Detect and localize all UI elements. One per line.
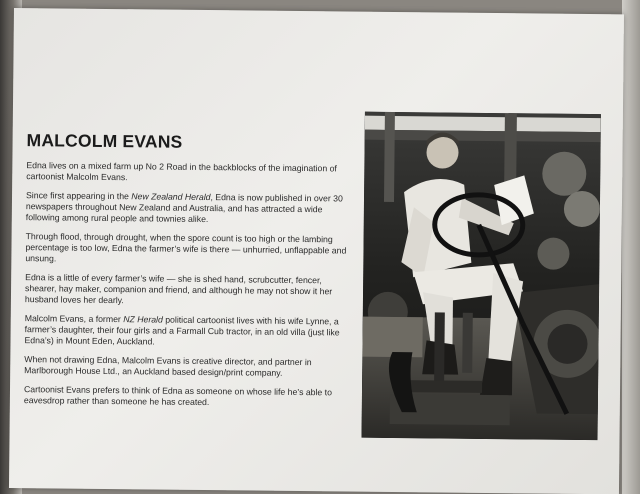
page-edge — [622, 0, 640, 494]
book-page — [9, 8, 624, 494]
article-title: MALCOLM EVANS — [26, 130, 183, 152]
author-photo — [362, 112, 601, 440]
paragraph: When not drawing Edna, Malcolm Evans is creative director, and partner in Marlborough House Ltd., an Auckland based design/print company. — [24, 354, 312, 378]
paragraph: Through flood, through drought, when the spore count is too high or the lambing percentage is too low, Edna the farmer’s wife is there — unhurried, unflappable and unsung. — [25, 231, 347, 264]
paragraph: Edna is a little of every farmer’s wife — she is shed hand, scrubcutter, fencer, shearer, hay maker, companion and friend, and although he may not show it her husband loves her dearly. — [24, 272, 333, 306]
photo-illustration — [362, 112, 601, 440]
article-body — [24, 160, 353, 417]
paragraph: Since first appearing in the New Zealand Herald, Edna is now published in over 30 newspapers throughout New Zealand and Australia, and has attracted a wide following among rural people and townies alike. — [25, 190, 343, 225]
paragraph: Edna lives on a mixed farm up No 2 Road in the backblocks of the imagination of cartoonist Malcolm Evans. — [26, 160, 337, 183]
paragraph: Cartoonist Evans prefers to think of Edna as someone on whose life he’s able to eavesdrop rather than someone he has created. — [23, 384, 332, 408]
paragraph: Malcolm Evans, a former NZ Herald political cartoonist lives with his wife Lynne, a farmer’s daughter, their four girls and a Farmall Cub tractor, in an old villa (just like Edna’s) in Mount Eden, Auckland. — [24, 313, 340, 347]
